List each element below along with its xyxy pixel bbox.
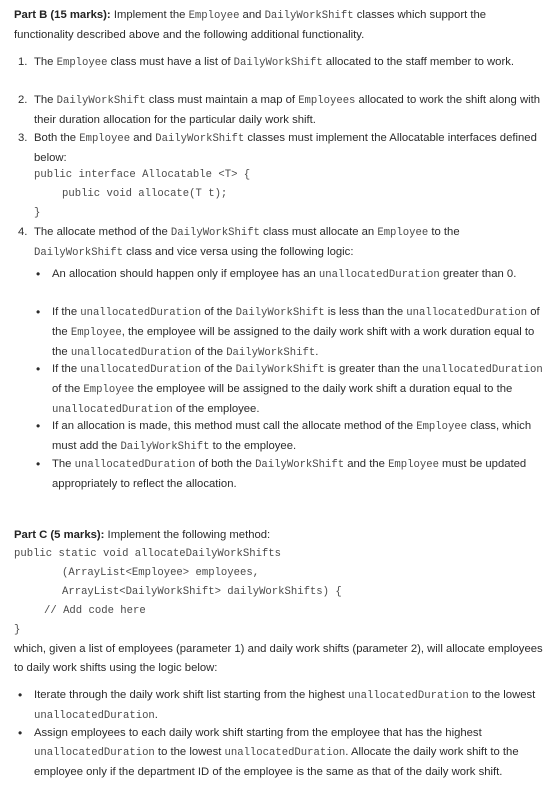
text: classes must implement the Allocatable interfaces defined below:: [34, 132, 537, 164]
code-term: Employee: [416, 421, 468, 433]
list-item-3: [34, 129, 546, 168]
bullet-item: [52, 417, 546, 457]
list-number: 1.: [18, 56, 28, 68]
text: of the employee.: [172, 403, 260, 415]
code-term: unallocatedDuration: [406, 307, 528, 319]
text: of both the: [195, 458, 256, 470]
code-line: public static void allocateDailyWorkShifts: [14, 548, 282, 560]
text: An allocation should happen only if employee has an: [52, 268, 319, 280]
code-term: DailyWorkShift: [264, 10, 354, 22]
code-line: public interface Allocatable <T> {: [34, 169, 251, 181]
bullet-icon: •: [36, 457, 41, 471]
text: allocated to the staff member to work.: [322, 56, 514, 68]
list-item-2: [34, 91, 546, 130]
text: class must have a list of: [107, 56, 234, 68]
text: and: [130, 132, 156, 144]
code-term: unallocatedDuration: [80, 307, 202, 319]
code-line: (ArrayList<Employee> employees,: [62, 567, 260, 579]
code-term: DailyWorkShift: [226, 347, 316, 359]
text: classes which support the functionality described above and the following additional functionality.: [14, 9, 487, 41]
code-term: unallocatedDuration: [52, 404, 173, 416]
text: The: [34, 56, 57, 68]
part-b-label: Part B (15 marks):: [14, 9, 111, 21]
bullet-item: [34, 724, 546, 782]
part-c-intro: [14, 526, 544, 545]
code-term: Employee: [388, 459, 439, 471]
code-term: DailyWorkShift: [233, 57, 323, 69]
code-term: Employee: [79, 133, 131, 145]
text: The: [52, 458, 75, 470]
part-b-intro: [14, 6, 544, 45]
list-item-4: [34, 223, 546, 263]
text: If the: [52, 363, 81, 375]
text: Implement the: [110, 9, 189, 21]
text: .: [315, 346, 319, 358]
text: the employee will be assigned to the daily work shift a duration equal to the: [134, 383, 513, 395]
code-term: unallocatedDuration: [421, 364, 543, 376]
text: If the: [52, 306, 81, 318]
text: and: [239, 9, 265, 21]
code-term: DailyWorkShift: [235, 364, 325, 376]
text: of the: [52, 383, 84, 395]
list-number: 3.: [18, 132, 28, 144]
text: class must allocate an: [259, 226, 378, 238]
code-term: DailyWorkShift: [155, 133, 245, 145]
text: and the: [344, 458, 389, 470]
code-term: Employees: [298, 95, 356, 107]
bullet-icon: •: [36, 362, 41, 376]
bullet-item: [34, 686, 546, 726]
list-item-1: [34, 53, 546, 73]
code-term: unallocatedDuration: [34, 710, 155, 722]
code-term: Employee: [56, 57, 108, 69]
text: allocated to work the shift along with their duration allocation for the particular daily work shift.: [34, 94, 541, 126]
code-line: ArrayList<DailyWorkShift> dailyWorkShifts) {: [62, 586, 342, 598]
code-term: Employee: [83, 384, 135, 396]
code-term: unallocatedDuration: [224, 747, 346, 759]
text: to the lowest: [468, 689, 536, 701]
text: . Allocate the daily work shift to the employee only if the department ID of the employee is the same as that of the daily work shift.: [34, 746, 519, 778]
list-number: 2.: [18, 94, 28, 106]
bullet-item: [52, 265, 546, 285]
text: .: [154, 709, 158, 721]
text: is less than the: [324, 306, 407, 318]
code-term: unallocatedDuration: [347, 690, 469, 702]
list-number: 4.: [18, 226, 28, 238]
code-line: }: [34, 207, 41, 219]
bullet-icon: •: [18, 726, 23, 740]
text: is greater than the: [324, 363, 422, 375]
code-term: DailyWorkShift: [170, 227, 260, 239]
code-term: DailyWorkShift: [120, 441, 210, 453]
bullet-item: [52, 303, 546, 363]
code-term: unallocatedDuration: [34, 747, 155, 759]
part-c-description: which, given a list of employees (parameter 1) and daily work shifts (parameter 2), will allocate employees to daily work shifts using the logic below:: [14, 643, 543, 674]
text: Assign employees to each daily work shift starting from the employee that has the highest: [34, 727, 482, 739]
code-term: DailyWorkShift: [56, 95, 146, 107]
code-term: DailyWorkShift: [34, 247, 124, 259]
bullet-icon: •: [36, 305, 41, 319]
text: Iterate through the daily work shift list starting from the highest: [34, 689, 348, 701]
bullet-icon: •: [36, 267, 41, 281]
code-line: }: [14, 624, 21, 636]
text: of the: [201, 306, 236, 318]
code-term: unallocatedDuration: [74, 459, 196, 471]
code-term: DailyWorkShift: [255, 459, 345, 471]
text: of the: [52, 306, 540, 338]
code-term: unallocatedDuration: [70, 347, 192, 359]
text: class, which must add the: [52, 420, 532, 452]
text: The: [34, 94, 57, 106]
text: of the: [201, 363, 236, 375]
bullet-icon: •: [18, 688, 23, 702]
code-term: Employee: [70, 327, 122, 339]
text: class and vice versa using the following logic:: [123, 246, 354, 258]
code-line: public void allocate(T t);: [62, 188, 228, 200]
bullet-item: [52, 360, 546, 420]
text: greater than 0.: [439, 268, 517, 280]
code-term: unallocatedDuration: [318, 269, 440, 281]
code-term: Employee: [188, 10, 240, 22]
text: Both the: [34, 132, 80, 144]
code-comment: // Add code here: [44, 605, 146, 617]
bullet-item: [52, 455, 546, 494]
text: to the: [428, 226, 460, 238]
text: of the: [191, 346, 227, 358]
text: must be updated appropriately to reflect the allocation.: [52, 458, 527, 490]
part-c-label: Part C (5 marks):: [14, 529, 105, 541]
text: Implement the following method:: [104, 529, 271, 541]
code-term: Employee: [377, 227, 429, 239]
text: to the employee.: [209, 440, 297, 452]
text: , the employee will be assigned to the daily work shift with a work duration equal to the: [52, 326, 535, 358]
code-term: DailyWorkShift: [235, 307, 325, 319]
text: The allocate method of the: [34, 226, 171, 238]
bullet-icon: •: [36, 419, 41, 433]
text: If an allocation is made, this method must call the allocate method of the: [52, 420, 417, 432]
text: to the lowest: [154, 746, 225, 758]
text: class must maintain a map of: [145, 94, 299, 106]
code-term: unallocatedDuration: [80, 364, 202, 376]
